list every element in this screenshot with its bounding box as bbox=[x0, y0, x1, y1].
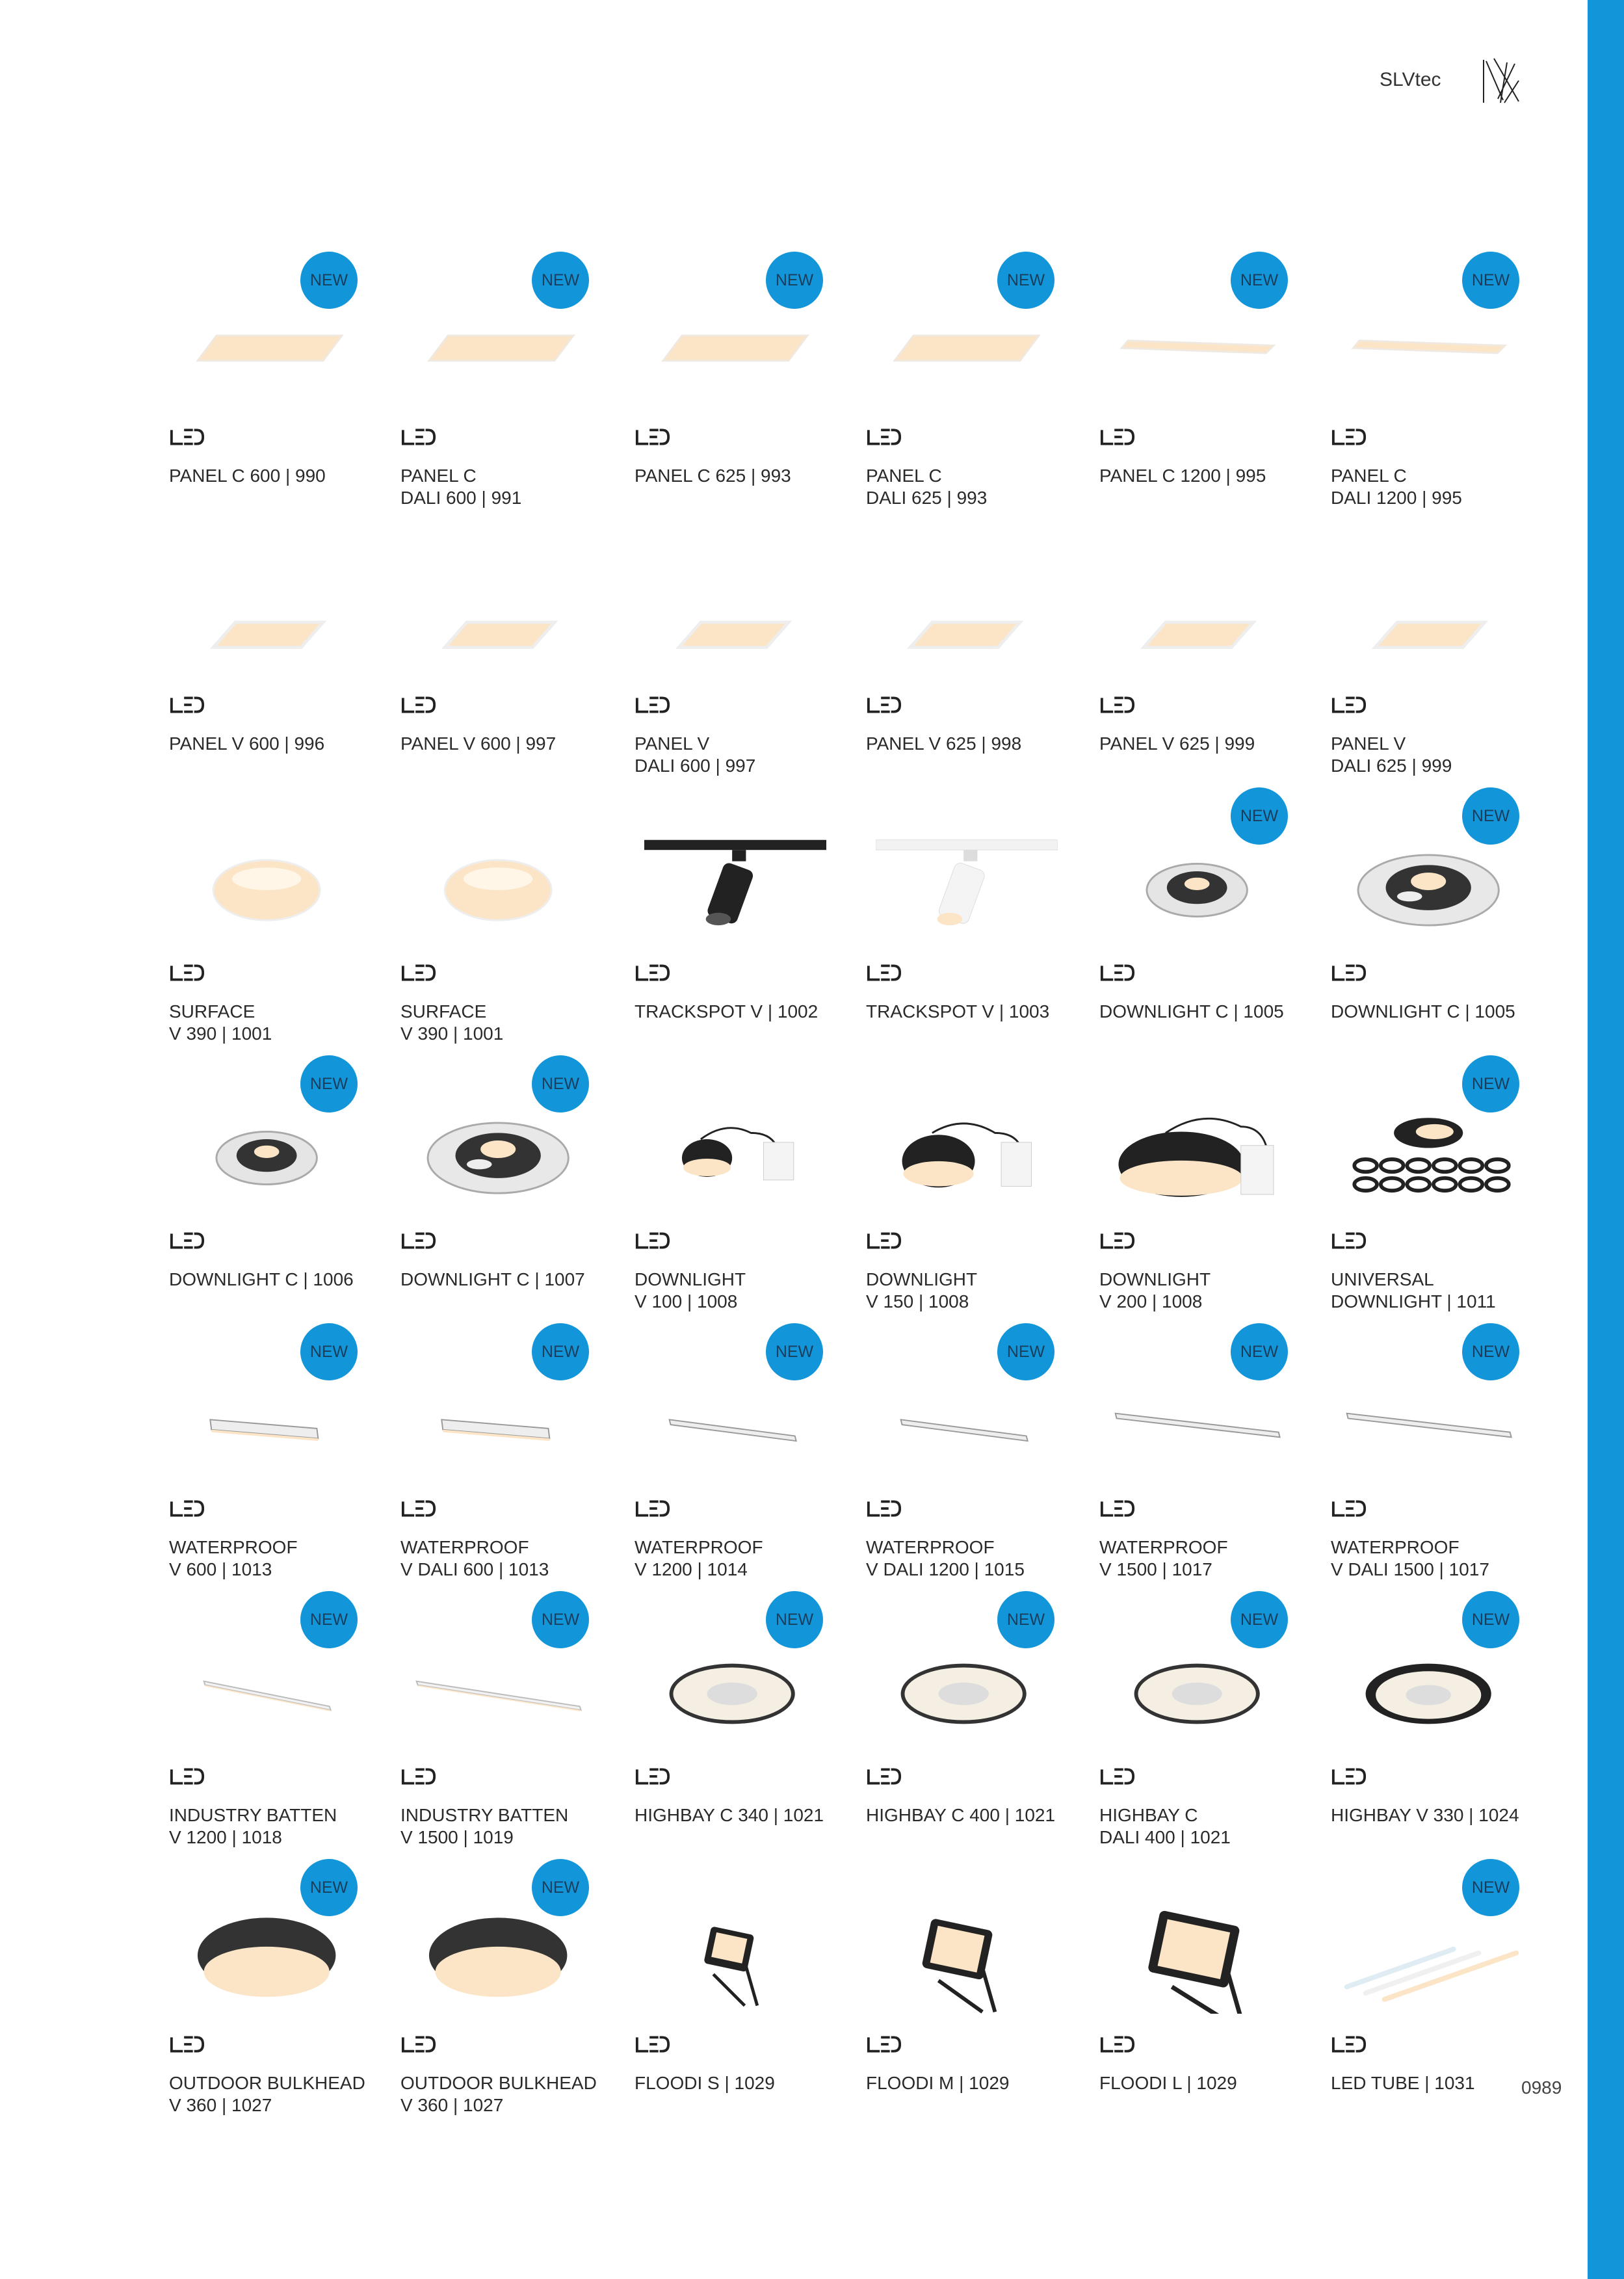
product-image bbox=[644, 302, 826, 406]
product-name bbox=[1099, 1001, 1314, 1023]
product-name-line-1: PANEL C 600 | 990 bbox=[169, 466, 326, 486]
product-card[interactable] bbox=[635, 1054, 849, 1322]
product-row bbox=[169, 1590, 1547, 1858]
led-icon bbox=[866, 427, 902, 447]
product-image bbox=[1341, 1374, 1523, 1478]
product-image bbox=[644, 838, 826, 942]
product-image bbox=[876, 838, 1058, 942]
product-image bbox=[1109, 1374, 1291, 1478]
product-name bbox=[169, 1804, 384, 1849]
product-image bbox=[410, 1106, 592, 1210]
led-icon bbox=[866, 2035, 902, 2054]
product-name-line-2: V 600 | 1013 bbox=[169, 1559, 272, 1579]
product-image bbox=[876, 1106, 1058, 1210]
product-card[interactable] bbox=[866, 1858, 1080, 2126]
product-image bbox=[876, 1642, 1058, 1746]
new-badge: NEW bbox=[1231, 1323, 1288, 1380]
led-icon bbox=[400, 1767, 437, 1786]
product-card[interactable] bbox=[1331, 1858, 1545, 2126]
product-name-line-2: V 100 | 1008 bbox=[635, 1291, 738, 1311]
product-row bbox=[169, 786, 1547, 1054]
product-name bbox=[1331, 1269, 1545, 1313]
new-badge: NEW bbox=[766, 1591, 823, 1648]
product-grid bbox=[169, 250, 1547, 2126]
product-image bbox=[179, 838, 361, 942]
product-row bbox=[169, 250, 1547, 518]
product-card[interactable] bbox=[400, 1590, 615, 1858]
product-name-line-1: TRACKSPOT V | 1003 bbox=[866, 1001, 1050, 1021]
product-card[interactable] bbox=[169, 250, 384, 518]
led-icon bbox=[1099, 1499, 1136, 1518]
product-name-line-2: DOWNLIGHT | 1011 bbox=[1331, 1291, 1496, 1311]
led-icon bbox=[866, 1231, 902, 1250]
new-badge: NEW bbox=[300, 252, 358, 309]
product-name bbox=[635, 733, 849, 777]
product-name-line-1: PANEL C bbox=[866, 466, 942, 486]
product-card[interactable] bbox=[635, 1322, 849, 1590]
product-image bbox=[410, 570, 592, 674]
product-card[interactable] bbox=[1099, 786, 1314, 1054]
product-name bbox=[1331, 1804, 1545, 1826]
product-name-line-2: V 1500 | 1017 bbox=[1099, 1559, 1212, 1579]
product-name bbox=[400, 1269, 615, 1291]
product-name-line-2: V 1200 | 1014 bbox=[635, 1559, 748, 1579]
product-card[interactable] bbox=[169, 1322, 384, 1590]
product-name-line-2: V 360 | 1027 bbox=[169, 2095, 272, 2115]
product-card[interactable] bbox=[400, 1054, 615, 1322]
product-image bbox=[179, 1910, 361, 2014]
product-name-line-2: V 200 | 1008 bbox=[1099, 1291, 1203, 1311]
led-icon bbox=[169, 427, 205, 447]
led-icon bbox=[635, 963, 671, 982]
product-card[interactable] bbox=[169, 1858, 384, 2126]
product-card[interactable] bbox=[1099, 518, 1314, 786]
product-card[interactable] bbox=[1099, 1590, 1314, 1858]
product-name bbox=[1099, 2072, 1314, 2094]
new-badge: NEW bbox=[1231, 1591, 1288, 1648]
product-image bbox=[410, 1910, 592, 2014]
new-badge: NEW bbox=[997, 1591, 1054, 1648]
product-image bbox=[644, 1642, 826, 1746]
product-card[interactable] bbox=[635, 1858, 849, 2126]
product-image bbox=[410, 838, 592, 942]
product-name-line-1: UNIVERSAL bbox=[1331, 1269, 1434, 1289]
new-badge: NEW bbox=[532, 252, 589, 309]
led-icon bbox=[1331, 1499, 1367, 1518]
product-name-line-1: DOWNLIGHT bbox=[1099, 1269, 1211, 1289]
product-image bbox=[179, 1106, 361, 1210]
product-name-line-1: WATERPROOF bbox=[635, 1537, 763, 1557]
product-name-line-2: DALI 625 | 993 bbox=[866, 488, 988, 508]
product-image bbox=[1109, 570, 1291, 674]
product-card[interactable] bbox=[1099, 250, 1314, 518]
new-badge: NEW bbox=[766, 252, 823, 309]
new-badge: NEW bbox=[300, 1859, 358, 1916]
product-card[interactable] bbox=[1331, 1322, 1545, 1590]
product-row bbox=[169, 1322, 1547, 1590]
product-name bbox=[635, 1804, 849, 1826]
product-name-line-1: INDUSTRY BATTEN bbox=[169, 1805, 337, 1825]
product-image bbox=[1109, 1106, 1291, 1210]
led-icon bbox=[866, 963, 902, 982]
product-name bbox=[169, 465, 384, 487]
product-name-line-1: SURFACE bbox=[400, 1001, 487, 1021]
product-card[interactable] bbox=[1099, 1322, 1314, 1590]
product-image bbox=[1109, 838, 1291, 942]
led-icon bbox=[169, 963, 205, 982]
product-card[interactable] bbox=[635, 1590, 849, 1858]
led-icon bbox=[1099, 963, 1136, 982]
product-row bbox=[169, 1054, 1547, 1322]
led-icon bbox=[400, 427, 437, 447]
product-name bbox=[1331, 1001, 1545, 1023]
product-name bbox=[1331, 733, 1545, 777]
product-name bbox=[866, 465, 1080, 509]
product-name bbox=[1099, 1804, 1314, 1849]
led-icon bbox=[169, 1767, 205, 1786]
product-image bbox=[876, 302, 1058, 406]
product-image bbox=[1341, 1106, 1523, 1210]
led-icon bbox=[1331, 1231, 1367, 1250]
led-icon bbox=[400, 1499, 437, 1518]
product-name bbox=[169, 1269, 384, 1291]
product-name bbox=[866, 733, 1080, 755]
product-name bbox=[635, 1536, 849, 1581]
product-name-line-2: DALI 1200 | 995 bbox=[1331, 488, 1462, 508]
product-card[interactable] bbox=[635, 518, 849, 786]
product-name-line-1: OUTDOOR BULKHEAD bbox=[169, 2073, 365, 2093]
product-name-line-1: TRACKSPOT V | 1002 bbox=[635, 1001, 819, 1021]
product-card[interactable] bbox=[635, 250, 849, 518]
new-badge: NEW bbox=[997, 1323, 1054, 1380]
brand-logo-icon bbox=[1481, 57, 1521, 104]
product-name-line-1: DOWNLIGHT bbox=[635, 1269, 746, 1289]
side-accent-bar bbox=[1588, 0, 1624, 2279]
product-image bbox=[1341, 1910, 1523, 2014]
new-badge: NEW bbox=[766, 1323, 823, 1380]
product-card[interactable] bbox=[1099, 1054, 1314, 1322]
led-icon bbox=[169, 695, 205, 715]
led-icon bbox=[1099, 1231, 1136, 1250]
new-badge: NEW bbox=[532, 1055, 589, 1113]
new-badge: NEW bbox=[1231, 787, 1288, 845]
product-name-line-1: WATERPROOF bbox=[400, 1537, 529, 1557]
product-name-line-1: WATERPROOF bbox=[866, 1537, 995, 1557]
product-name bbox=[400, 1536, 615, 1581]
new-badge: NEW bbox=[532, 1591, 589, 1648]
product-image bbox=[1341, 1642, 1523, 1746]
product-name bbox=[169, 733, 384, 755]
product-name bbox=[866, 1269, 1080, 1313]
product-image bbox=[410, 1374, 592, 1478]
led-icon bbox=[1331, 963, 1367, 982]
product-name-line-1: FLOODI M | 1029 bbox=[866, 2073, 1010, 2093]
product-name-line-2: DALI 400 | 1021 bbox=[1099, 1827, 1231, 1847]
product-card[interactable] bbox=[169, 518, 384, 786]
product-image bbox=[1341, 838, 1523, 942]
product-name-line-1: INDUSTRY BATTEN bbox=[400, 1805, 569, 1825]
product-image bbox=[1109, 1910, 1291, 2014]
led-icon bbox=[866, 1499, 902, 1518]
product-name-line-1: PANEL V 625 | 998 bbox=[866, 733, 1022, 754]
led-icon bbox=[400, 963, 437, 982]
led-icon bbox=[635, 427, 671, 447]
new-badge: NEW bbox=[1462, 252, 1519, 309]
product-name-line-2: V 360 | 1027 bbox=[400, 2095, 504, 2115]
product-name-line-1: DOWNLIGHT C | 1006 bbox=[169, 1269, 354, 1289]
product-image bbox=[410, 302, 592, 406]
product-name-line-1: LED TUBE | 1031 bbox=[1331, 2073, 1475, 2093]
product-image bbox=[1109, 1642, 1291, 1746]
product-name bbox=[1331, 2072, 1545, 2094]
product-card[interactable] bbox=[866, 1590, 1080, 1858]
product-name bbox=[400, 1001, 615, 1045]
product-name bbox=[1099, 465, 1314, 487]
product-name-line-1: WATERPROOF bbox=[169, 1537, 298, 1557]
product-image bbox=[876, 1910, 1058, 2014]
led-icon bbox=[635, 2035, 671, 2054]
product-name-line-2: DALI 600 | 997 bbox=[635, 756, 756, 776]
product-name-line-1: DOWNLIGHT C | 1005 bbox=[1099, 1001, 1284, 1021]
product-card[interactable] bbox=[400, 786, 615, 1054]
product-card[interactable] bbox=[866, 1054, 1080, 1322]
product-card[interactable] bbox=[400, 1322, 615, 1590]
product-name-line-1: HIGHBAY C bbox=[1099, 1805, 1198, 1825]
product-card[interactable] bbox=[169, 786, 384, 1054]
product-name-line-1: PANEL V 600 | 996 bbox=[169, 733, 325, 754]
product-name bbox=[169, 1536, 384, 1581]
led-icon bbox=[635, 1231, 671, 1250]
product-card[interactable] bbox=[400, 250, 615, 518]
new-badge: NEW bbox=[997, 252, 1054, 309]
product-image bbox=[644, 1374, 826, 1478]
product-card[interactable] bbox=[169, 1054, 384, 1322]
product-image bbox=[179, 1642, 361, 1746]
new-badge: NEW bbox=[1462, 787, 1519, 845]
product-name-line-1: FLOODI L | 1029 bbox=[1099, 2073, 1237, 2093]
product-name-line-2: V DALI 600 | 1013 bbox=[400, 1559, 549, 1579]
product-card[interactable] bbox=[1331, 250, 1545, 518]
product-image bbox=[179, 570, 361, 674]
product-name-line-2: V 1200 | 1018 bbox=[169, 1827, 282, 1847]
product-name bbox=[400, 465, 615, 509]
product-image bbox=[1341, 302, 1523, 406]
product-card[interactable] bbox=[169, 1590, 384, 1858]
product-name-line-1: PANEL C 625 | 993 bbox=[635, 466, 791, 486]
product-name-line-2: V 150 | 1008 bbox=[866, 1291, 969, 1311]
product-card[interactable] bbox=[400, 518, 615, 786]
led-icon bbox=[169, 1231, 205, 1250]
product-name-line-1: SURFACE bbox=[169, 1001, 255, 1021]
product-name-line-2: V DALI 1200 | 1015 bbox=[866, 1559, 1025, 1579]
product-name-line-2: DALI 625 | 999 bbox=[1331, 756, 1452, 776]
led-icon bbox=[1099, 2035, 1136, 2054]
product-name-line-2: DALI 600 | 991 bbox=[400, 488, 522, 508]
product-name bbox=[1099, 1536, 1314, 1581]
product-name bbox=[635, 465, 849, 487]
product-card[interactable] bbox=[866, 786, 1080, 1054]
led-icon bbox=[635, 695, 671, 715]
product-name-line-1: OUTDOOR BULKHEAD bbox=[400, 2073, 597, 2093]
product-card[interactable] bbox=[400, 1858, 615, 2126]
product-card[interactable] bbox=[1331, 786, 1545, 1054]
product-name bbox=[866, 2072, 1080, 2094]
product-name bbox=[400, 733, 615, 755]
product-name-line-2: V 1500 | 1019 bbox=[400, 1827, 514, 1847]
product-name-line-1: HIGHBAY C 340 | 1021 bbox=[635, 1805, 824, 1825]
product-name-line-1: DOWNLIGHT C | 1005 bbox=[1331, 1001, 1515, 1021]
product-name-line-1: PANEL C bbox=[1331, 466, 1407, 486]
led-icon bbox=[635, 1767, 671, 1786]
brand-name: SLVtec bbox=[1380, 69, 1441, 90]
product-image bbox=[179, 302, 361, 406]
led-icon bbox=[1331, 2035, 1367, 2054]
product-name-line-2: V 390 | 1001 bbox=[169, 1023, 272, 1044]
product-image bbox=[644, 570, 826, 674]
new-badge: NEW bbox=[1462, 1859, 1519, 1916]
product-name-line-1: PANEL C bbox=[400, 466, 477, 486]
product-name-line-1: PANEL V bbox=[635, 733, 710, 754]
product-name bbox=[400, 1804, 615, 1849]
product-card[interactable] bbox=[1331, 518, 1545, 786]
product-name-line-2: V DALI 1500 | 1017 bbox=[1331, 1559, 1489, 1579]
product-image bbox=[644, 1910, 826, 2014]
product-name-line-1: DOWNLIGHT C | 1007 bbox=[400, 1269, 585, 1289]
product-row bbox=[169, 518, 1547, 786]
led-icon bbox=[635, 1499, 671, 1518]
new-badge: NEW bbox=[1462, 1055, 1519, 1113]
product-name bbox=[866, 1536, 1080, 1581]
product-image bbox=[876, 570, 1058, 674]
new-badge: NEW bbox=[300, 1591, 358, 1648]
product-name bbox=[1099, 1269, 1314, 1313]
product-image bbox=[1109, 302, 1291, 406]
product-card[interactable] bbox=[866, 1322, 1080, 1590]
led-icon bbox=[1331, 695, 1367, 715]
product-image bbox=[410, 1642, 592, 1746]
product-card[interactable] bbox=[1099, 1858, 1314, 2126]
led-icon bbox=[1331, 427, 1367, 447]
product-name-line-1: PANEL C 1200 | 995 bbox=[1099, 466, 1266, 486]
product-name bbox=[1331, 1536, 1545, 1581]
product-name-line-1: PANEL V 625 | 999 bbox=[1099, 733, 1255, 754]
product-card[interactable] bbox=[1331, 1590, 1545, 1858]
led-icon bbox=[866, 1767, 902, 1786]
product-name-line-1: FLOODI S | 1029 bbox=[635, 2073, 775, 2093]
led-icon bbox=[1331, 1767, 1367, 1786]
led-icon bbox=[169, 1499, 205, 1518]
product-name bbox=[635, 2072, 849, 2094]
product-name-line-1: PANEL V 600 | 997 bbox=[400, 733, 557, 754]
new-badge: NEW bbox=[1462, 1323, 1519, 1380]
led-icon bbox=[1099, 1767, 1136, 1786]
led-icon bbox=[169, 2035, 205, 2054]
product-name bbox=[866, 1804, 1080, 1826]
new-badge: NEW bbox=[300, 1323, 358, 1380]
led-icon bbox=[1099, 695, 1136, 715]
led-icon bbox=[400, 1231, 437, 1250]
product-name-line-1: HIGHBAY V 330 | 1024 bbox=[1331, 1805, 1519, 1825]
product-name-line-1: WATERPROOF bbox=[1099, 1537, 1228, 1557]
product-image bbox=[179, 1374, 361, 1478]
product-name-line-1: DOWNLIGHT bbox=[866, 1269, 978, 1289]
product-name bbox=[400, 2072, 615, 2116]
product-name bbox=[635, 1269, 849, 1313]
product-name-line-1: WATERPROOF bbox=[1331, 1537, 1460, 1557]
product-name bbox=[635, 1001, 849, 1023]
new-badge: NEW bbox=[1231, 252, 1288, 309]
product-image bbox=[1341, 570, 1523, 674]
new-badge: NEW bbox=[532, 1323, 589, 1380]
product-name-line-1: HIGHBAY C 400 | 1021 bbox=[866, 1805, 1056, 1825]
product-name bbox=[1331, 465, 1545, 509]
product-name bbox=[1099, 733, 1314, 755]
new-badge: NEW bbox=[532, 1859, 589, 1916]
led-icon bbox=[1099, 427, 1136, 447]
product-name-line-2: V 390 | 1001 bbox=[400, 1023, 504, 1044]
product-image bbox=[876, 1374, 1058, 1478]
new-badge: NEW bbox=[1462, 1591, 1519, 1648]
product-name-line-1: PANEL V bbox=[1331, 733, 1406, 754]
new-badge: NEW bbox=[300, 1055, 358, 1113]
led-icon bbox=[400, 695, 437, 715]
product-card[interactable] bbox=[866, 518, 1080, 786]
product-name bbox=[169, 1001, 384, 1045]
product-image bbox=[644, 1106, 826, 1210]
product-card[interactable] bbox=[635, 786, 849, 1054]
page-number: 0989 bbox=[1521, 2077, 1562, 2098]
product-card[interactable] bbox=[866, 250, 1080, 518]
product-name bbox=[169, 2072, 384, 2116]
product-row bbox=[169, 1858, 1547, 2126]
product-card[interactable] bbox=[1331, 1054, 1545, 1322]
product-name bbox=[866, 1001, 1080, 1023]
led-icon bbox=[400, 2035, 437, 2054]
led-icon bbox=[866, 695, 902, 715]
